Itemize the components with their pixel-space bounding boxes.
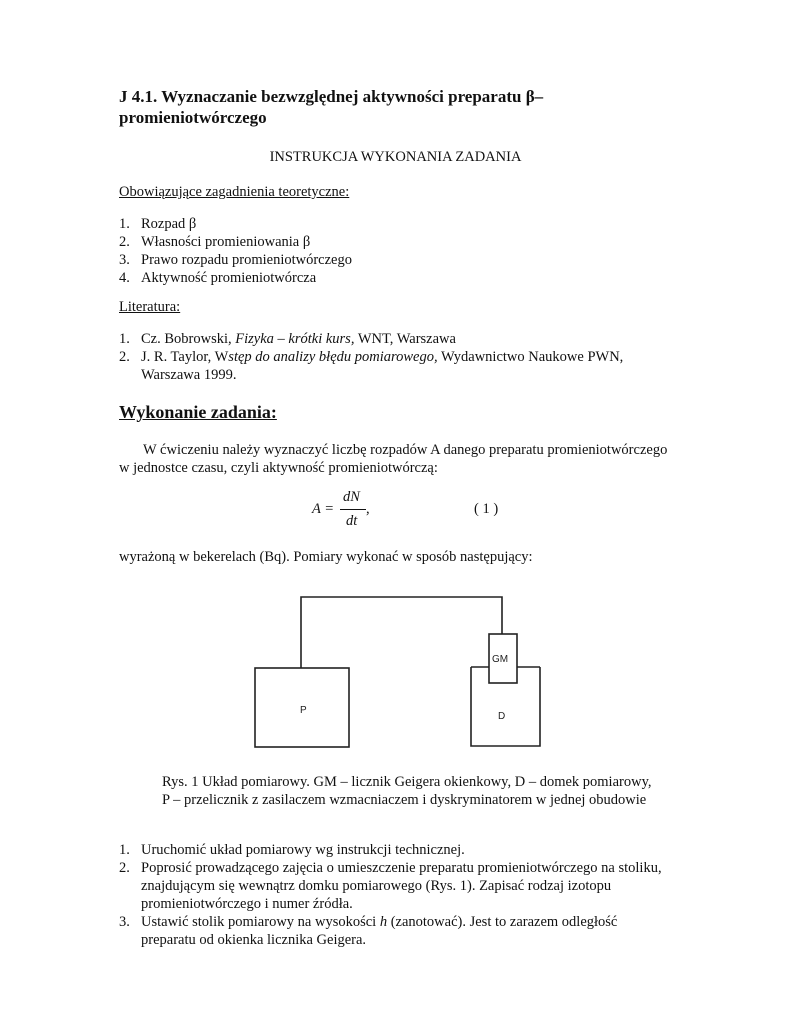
connection-cable (301, 597, 502, 668)
instruction-subtitle: INSTRUKCJA WYKONANIA ZADANIA (269, 149, 522, 165)
list-item-text: Rozpad β (141, 216, 197, 232)
step-variable: h (379, 914, 388, 930)
formula-lhs: A = (312, 501, 335, 517)
formula-comma: , (366, 501, 370, 517)
step-text: (zanotować). Jest to zarazem odległość (387, 914, 618, 930)
step-text: Ustawić stolik pomiarowy na wysokości (141, 914, 380, 930)
literature-publisher: WNT, Warszawa (354, 331, 456, 347)
list-item-number: 3. (119, 252, 130, 268)
formula-denominator: dt (346, 513, 358, 529)
label-d: D (498, 711, 506, 722)
figure-caption-line-1: Rys. 1 Układ pomiarowy. GM – licznik Geigera okienkowy, D – domek pomiarowy, (162, 774, 652, 790)
equation-number: ( 1 ) (474, 501, 499, 517)
label-p: P (300, 705, 307, 716)
measurement-intro: wyrażoną w bekerelach (Bq). Pomiary wykonać w sposób następujący: (119, 549, 533, 565)
step-text: znajdującym się wewnątrz domku pomiarowego (Rys. 1). Zapisać rodzaj izotopu (141, 878, 612, 894)
list-item (119, 841, 662, 859)
list-item-number: 1. (119, 842, 130, 858)
theory-heading: Obowiązujące zagadnienia teoretyczne: (119, 184, 350, 200)
page-title-line-1: J 4.1. Wyznaczanie bezwzględnej aktywności preparatu β– (119, 87, 544, 106)
literature-title: stęp do analizy błędu pomiarowego, (228, 349, 438, 365)
list-item-number: 4. (119, 270, 130, 286)
literature-heading: Literatura: (119, 299, 181, 315)
list-item-number: 2. (119, 349, 130, 365)
section-heading: Wykonanie zadania: (119, 402, 277, 422)
list-item-number: 1. (119, 331, 130, 347)
list-item (119, 859, 662, 913)
literature-publisher: Wydawnictwo Naukowe PWN, (437, 349, 624, 365)
step-text: Poprosić prowadzącego zajęcia o umieszczenie preparatu promieniotwórczego na stoliku, (141, 860, 662, 876)
step-text: promieniotwórczego i numer źródła. (141, 896, 353, 912)
literature-title: Fizyka – krótki kurs, (235, 331, 355, 347)
list-item-number: 2. (119, 234, 130, 250)
literature-item-continuation: Warszawa 1999. (141, 367, 237, 383)
list-item-number: 2. (119, 860, 130, 876)
literature-author: Cz. Bobrowski, (141, 331, 236, 347)
formula-numerator: dN (343, 489, 360, 505)
figure-caption-line-2: P – przelicznik z zasilaczem wzmacniaczem i dyskryminatorem w jednej obudowie (162, 792, 647, 808)
step-text: preparatu od okienka licznika Geigera. (141, 932, 367, 948)
list-item (119, 913, 662, 949)
page-title-line-2: promieniotwórczego (119, 108, 267, 127)
list-item-number: 3. (119, 914, 130, 930)
list-item-number: 1. (119, 216, 130, 232)
list-item-text: Aktywność promieniotwórcza (141, 270, 317, 286)
intro-line-2: w jednostce czasu, czyli aktywność promieniotwórczą: (119, 460, 438, 476)
label-gm: GM (492, 654, 509, 665)
steps-list (119, 841, 662, 949)
intro-line-1: W ćwiczeniu należy wyznaczyć liczbę rozpadów A danego preparatu promieniotwórczego (143, 442, 668, 458)
list-item-text: Prawo rozpadu promieniotwórczego (141, 252, 352, 268)
step-text: Uruchomić układ pomiarowy wg instrukcji technicznej. (141, 842, 465, 858)
literature-author: J. R. Taylor, W (141, 349, 229, 365)
list-item-text: Własności promieniowania β (141, 234, 311, 250)
